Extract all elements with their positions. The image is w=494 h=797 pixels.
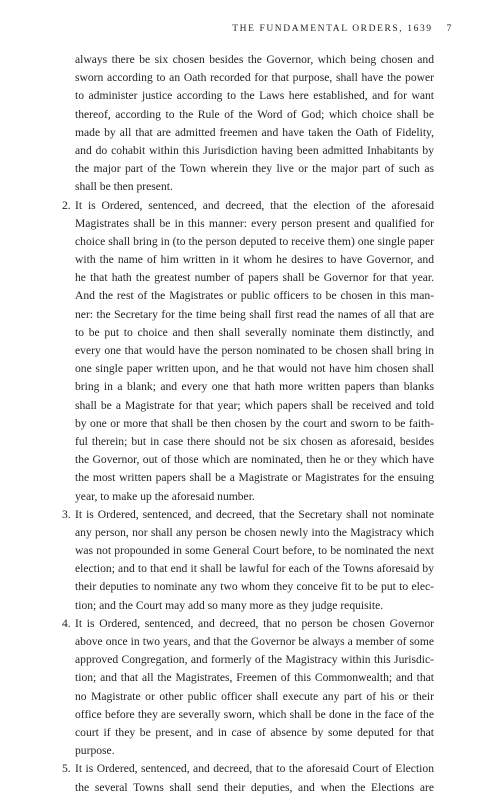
text-line <box>62 669 434 687</box>
numbered-paragraph-start <box>62 197 434 215</box>
text-line <box>62 178 434 196</box>
text-line <box>62 69 434 87</box>
text-line <box>62 142 434 160</box>
text-line <box>62 560 434 578</box>
text-line <box>62 342 434 360</box>
text-line <box>62 306 434 324</box>
line-text: the major part of the Town wherein they live or the major part of such as <box>75 162 434 176</box>
line-text: with the name of him written in it whom he desires to have Governor, and <box>75 253 434 267</box>
text-line <box>62 215 434 233</box>
line-text: their deputies to nominate any two whom they conceive fit to be put to elec- <box>75 580 434 594</box>
text-line <box>62 287 434 305</box>
line-text: made by all that are admitted freemen and have taken the Oath of Fidelity, <box>75 125 434 139</box>
line-text: and do cohabit within this Jurisdiction having been admitted Inhabitants by <box>75 143 434 157</box>
line-text: year, to make up the aforesaid number. <box>75 489 255 503</box>
text-line <box>62 87 434 105</box>
line-text: It is Ordered, sentenced, and decreed, that no person be chosen Governor <box>75 616 434 630</box>
text-line <box>62 415 434 433</box>
text-line <box>62 578 434 596</box>
text-line <box>62 597 434 615</box>
text-line <box>62 742 434 760</box>
text-line <box>62 651 434 669</box>
paragraph-number: 2. <box>62 198 71 212</box>
running-head-title: THE FUNDAMENTAL ORDERS, 1639 <box>232 24 433 34</box>
line-text: he that hath the greatest number of papers shall be Governor for that year. <box>75 271 434 285</box>
text-line <box>62 433 434 451</box>
line-text: every one that would have the person nominated to be chosen shall bring in <box>75 344 434 357</box>
text-line <box>62 106 434 124</box>
line-text: bring in a blank; and every one that hath more written papers than blanks <box>75 380 434 394</box>
text-line <box>62 524 434 542</box>
line-text: And the rest of the Magistrates or public officers to be chosen in this man- <box>75 289 434 303</box>
line-text: sworn according to an Oath recorded for that purpose, shall have the power <box>75 71 434 85</box>
numbered-paragraph-start <box>62 506 434 524</box>
text-line <box>62 269 434 287</box>
line-text: to administer justice according to the Laws here established, and for want <box>75 89 434 103</box>
paragraph-number: 4. <box>62 616 71 630</box>
text-line <box>62 124 434 142</box>
line-text: to be put to choice and then shall severally nominate them distinctly, and <box>75 325 434 339</box>
text-line <box>62 488 434 506</box>
numbered-paragraph-start <box>62 615 434 633</box>
text-line <box>62 324 434 342</box>
text-line <box>62 724 434 742</box>
text-line <box>62 160 434 178</box>
line-text: tion; and the Court may add so many more as they judge requisite. <box>75 598 384 612</box>
text-line <box>62 633 434 651</box>
text-line <box>62 360 434 378</box>
line-text: office before they are severally sworn, which shall be done in the face of the <box>75 707 434 721</box>
text-line <box>62 51 434 69</box>
text-line <box>62 779 434 797</box>
text-line <box>62 542 434 560</box>
line-text: by one or more that shall be then chosen by the court and sworn to be faith- <box>75 416 434 430</box>
text-line <box>62 688 434 706</box>
line-text: approved Congregation, and formerly of the Magistracy within this Jurisdic- <box>75 653 434 667</box>
line-text: the Governor, out of those which are nominated, then he or they which have <box>75 453 434 467</box>
body-text <box>62 51 434 797</box>
text-line <box>62 233 434 251</box>
text-line <box>62 451 434 469</box>
page-number: 7 <box>446 24 453 34</box>
text-line <box>62 469 434 487</box>
line-text: It is Ordered, sentenced, and decreed, that to the aforesaid Court of Election <box>75 762 434 776</box>
line-text: ful therein; but in case there should not be six chosen as aforesaid, besides <box>75 434 434 448</box>
text-line <box>62 378 434 396</box>
line-text: was not propounded in some General Court before, to be nominated the next <box>75 544 434 558</box>
line-text: thereof, according to the Rule of the Word of God; which choice shall be <box>75 107 434 121</box>
paragraph-number: 5. <box>62 762 71 776</box>
line-text: no Magistrate or other public officer shall execute any part of his or their <box>75 689 434 703</box>
line-text: court if they be present, and in case of absence by some deputed for that <box>75 725 434 739</box>
line-text: It is Ordered, sentenced, and decreed, that the Secretary shall not nominate <box>75 507 434 521</box>
line-text: shall be a Magistrate for that year; which papers shall be received and told <box>75 398 434 412</box>
text-line <box>62 397 434 415</box>
line-text: purpose. <box>75 744 115 758</box>
line-text: always there be six chosen besides the Governor, which being chosen and <box>75 53 434 66</box>
line-text: choice shall bring in (to the person deputed to receive them) one single paper <box>75 234 434 248</box>
line-text: the most written papers shall be a Magistrate or Magistrates for the ensuing <box>75 471 434 485</box>
text-line <box>62 706 434 724</box>
running-header <box>232 24 453 34</box>
line-text: ner: the Secretary for the time being shall first read the names of all that are <box>75 307 434 321</box>
line-text: tion; and that all the Magistrates, Freemen of this Commonwealth; and that <box>75 671 434 685</box>
text-line <box>62 251 434 269</box>
line-text: election; and to that end it shall be lawful for each of the Towns aforesaid by <box>75 562 434 576</box>
line-text: Magistrates shall be in this manner: every person present and qualified for <box>75 216 434 230</box>
numbered-paragraph-start <box>62 760 434 778</box>
paragraph-number: 3. <box>62 507 71 521</box>
line-text: It is Ordered, sentenced, and decreed, that the election of the aforesaid <box>75 198 434 212</box>
line-text: shall be then present. <box>75 180 173 194</box>
line-text: one single paper written upon, and he that would not have him chosen shall <box>75 362 434 376</box>
line-text: the several Towns shall send their deputies, and when the Elections are <box>75 780 434 794</box>
line-text: above once in two years, and that the Governor be always a member of some <box>75 635 434 648</box>
line-text: any person, nor shall any person be chosen newly into the Magistracy which <box>75 525 434 539</box>
